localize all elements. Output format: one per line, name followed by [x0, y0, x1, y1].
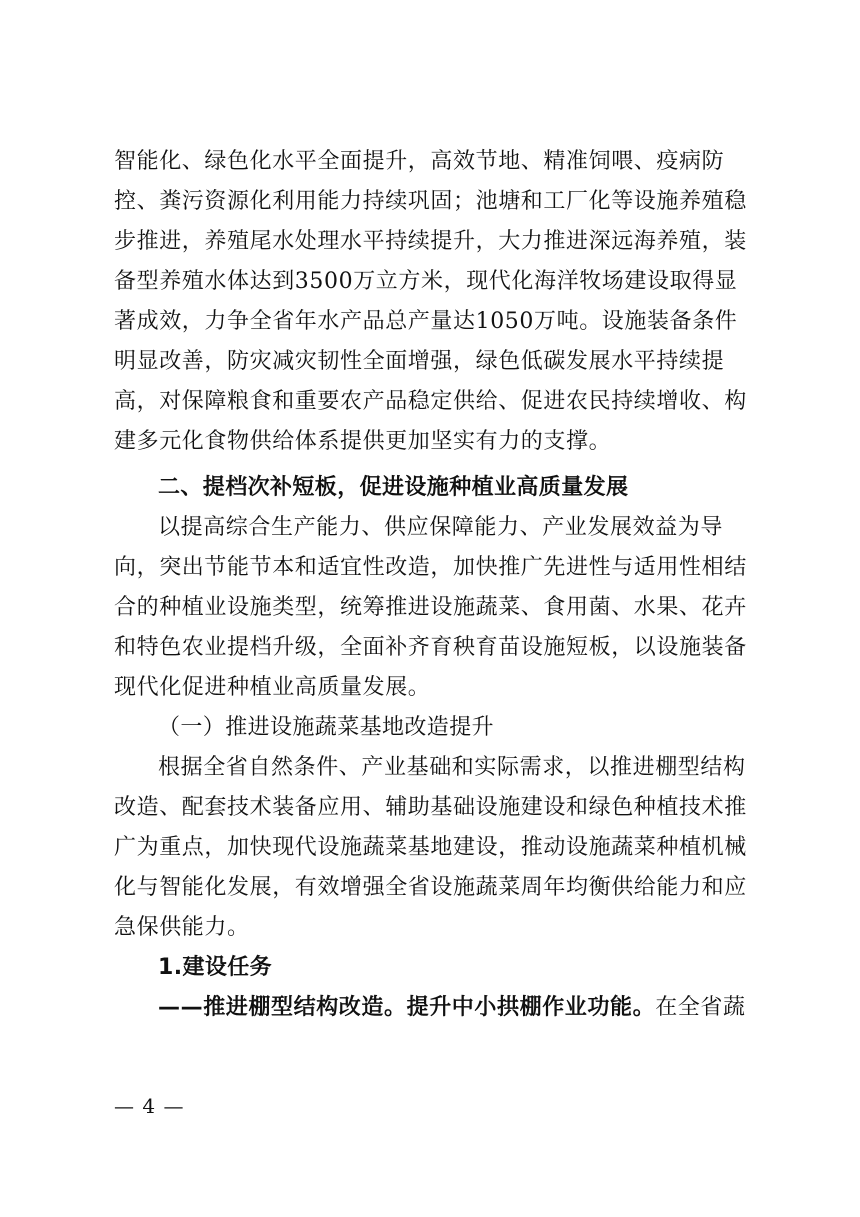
task-item-rest: 在全省蔬: [655, 995, 746, 1020]
task-heading: 1.建设任务: [158, 955, 273, 980]
page-number: — 4 —: [114, 1094, 185, 1118]
subsection-heading: （一）推进设施蔬菜基地改造提升: [158, 715, 495, 740]
document-body: [114, 142, 754, 1028]
paragraph-subsection-intro: 根据全省自然条件、产业基础和实际需求，以推进棚型结构改造、配套技术装备应用、辅助基础设施建设和绿色种植技术推广为重点，加快现代设施蔬菜基地建设，推动设施蔬菜种植机械化与智能化发展，有效增强全省设施蔬菜周年均衡供给能力和应急保供能力。: [114, 755, 747, 940]
task-item-bold: ——推进棚型结构改造。提升中小拱棚作业功能。: [158, 995, 656, 1020]
paragraph-goals-continued: 智能化、绿色化水平全面提升，高效节地、精准饲喂、疫病防控、粪污资源化利用能力持续巩固；池塘和工厂化等设施养殖稳步推进，养殖尾水处理水平持续提升，大力推进深远海养殖，装备型养殖水体达到3500万立方米，现代化海洋牧场建设取得显著成效，力争全省年水产品总产量达1050万吨。设施装备条件明显改善，防灾减灾韧性全面增强，绿色低碳发展水平持续提高，对保障粮食和重要农产品稳定供给、促进农民持续增收、构建多元化食物供给体系提供更加坚实有力的支撑。: [114, 149, 747, 454]
paragraph-section-intro: 以提高综合生产能力、供应保障能力、产业发展效益为导向，突出节能节本和适宜性改造，加快推广先进性与适用性相结合的种植业设施类型，统筹推进设施蔬菜、食用菌、水果、花卉和特色农业提档升级，全面补齐育秧育苗设施短板，以设施装备现代化促进种植业高质量发展。: [114, 515, 747, 700]
section-heading: 二、提档次补短板，促进设施种植业高质量发展: [158, 475, 629, 500]
paragraph-task-item: [114, 988, 754, 1028]
